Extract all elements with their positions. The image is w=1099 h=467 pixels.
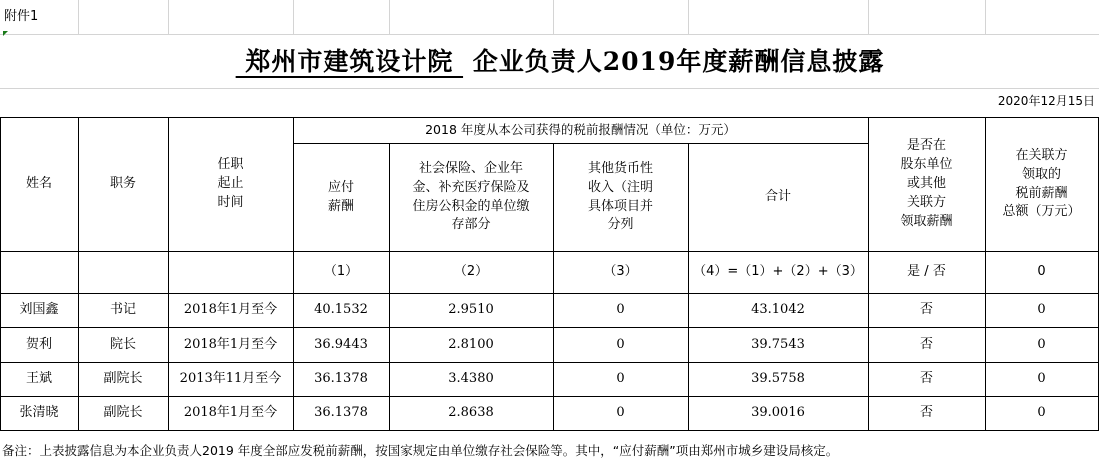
row-related: 0	[1037, 405, 1046, 421]
row-shareholder: 否	[919, 336, 933, 352]
border	[0, 430, 1099, 431]
index-1: （1）	[323, 264, 359, 280]
grid-line	[553, 0, 554, 34]
row-position: 副院长	[103, 371, 143, 387]
col-header-tenure: 任职 起止 时间	[217, 157, 244, 210]
row-other: 0	[616, 371, 625, 387]
company-name: 郑州市建筑设计院	[235, 46, 464, 76]
row-total: 39.7543	[751, 336, 805, 352]
row-tenure: 2018年1月至今	[183, 405, 278, 421]
col-header-total: 合计	[764, 189, 791, 205]
col-header-position: 职务	[109, 176, 136, 192]
row-insurance: 3.4380	[448, 371, 494, 387]
row-name: 刘国鑫	[19, 302, 59, 318]
row-name: 王斌	[25, 371, 52, 387]
row-insurance: 2.8638	[448, 405, 494, 421]
grid-line	[168, 0, 169, 34]
col-header-shareholder: 是否在 股东单位 或其他 关联方 领取薪酬	[900, 138, 953, 229]
row-salary: 36.9443	[314, 336, 368, 352]
grid-line	[688, 0, 689, 34]
row-related: 0	[1037, 371, 1046, 387]
row-total: 39.0016	[751, 405, 805, 421]
row-other: 0	[616, 336, 625, 352]
row-salary: 36.1378	[314, 405, 368, 421]
row-insurance: 2.9510	[448, 302, 494, 318]
row-other: 0	[616, 302, 625, 318]
row-tenure: 2018年1月至今	[183, 336, 278, 352]
page-title	[150, 40, 970, 84]
cell-comment-marker	[3, 31, 8, 36]
row-name: 张清晓	[19, 405, 59, 421]
grid-line	[985, 0, 986, 34]
row-other: 0	[616, 405, 625, 421]
col-header-other: 其他货币性 收入（注明 具体项目并 分列	[587, 160, 653, 233]
grid-line	[0, 34, 1099, 35]
row-shareholder: 否	[919, 371, 933, 387]
row-shareholder: 否	[919, 302, 933, 318]
index-related: 0	[1037, 264, 1046, 280]
row-total: 39.5758	[751, 371, 805, 387]
index-yes-no: 是 / 否	[907, 264, 946, 280]
disclosure-date: 2020年12月15日	[997, 94, 1095, 109]
grid-line	[0, 88, 1099, 89]
col-header-insurance: 社会保险、企业年金、补充医疗保险及住房公积金的单位缴存部分	[412, 160, 530, 233]
grid-line	[868, 0, 869, 34]
footnote: 备注：上表披露信息为本企业负责人2019 年度全部应发税前薪酬，按国家规定由单位缴存社会保险等。其中，“应付薪酬”项由郑州市城乡建设局核定。	[2, 442, 839, 458]
grid-line	[78, 0, 79, 34]
row-tenure: 2018年1月至今	[183, 302, 278, 318]
row-related: 0	[1037, 336, 1046, 352]
index-3: （3）	[603, 264, 638, 280]
grid-line	[293, 0, 294, 34]
row-salary: 40.1532	[314, 302, 368, 318]
index-4: （4）=（1）+（2）+（3）	[693, 264, 863, 280]
grid-line	[389, 0, 390, 34]
row-tenure: 2013年11月至今	[179, 371, 282, 387]
col-header-group: 2018 年度从本公司获得的税前报酬情况（单位：万元）	[425, 122, 736, 138]
title-suffix: 企业负责人2019年度薪酬信息披露	[463, 46, 885, 76]
row-salary: 36.1378	[314, 371, 368, 387]
row-name: 贺利	[25, 336, 52, 352]
row-insurance: 2.8100	[448, 336, 494, 352]
row-position: 院长	[109, 336, 136, 352]
col-header-name: 姓名	[25, 176, 52, 192]
col-header-salary: 应付 薪酬	[327, 179, 354, 214]
index-2: （2）	[453, 264, 489, 280]
row-position: 书记	[109, 302, 136, 318]
row-total: 43.1042	[751, 302, 805, 318]
row-position: 副院长	[103, 405, 143, 421]
attachment-label: 附件1	[4, 8, 39, 24]
col-header-related: 在关联方 领取的 税前薪酬 总额（万元）	[1002, 147, 1081, 220]
row-shareholder: 否	[919, 405, 933, 421]
row-related: 0	[1037, 302, 1046, 318]
